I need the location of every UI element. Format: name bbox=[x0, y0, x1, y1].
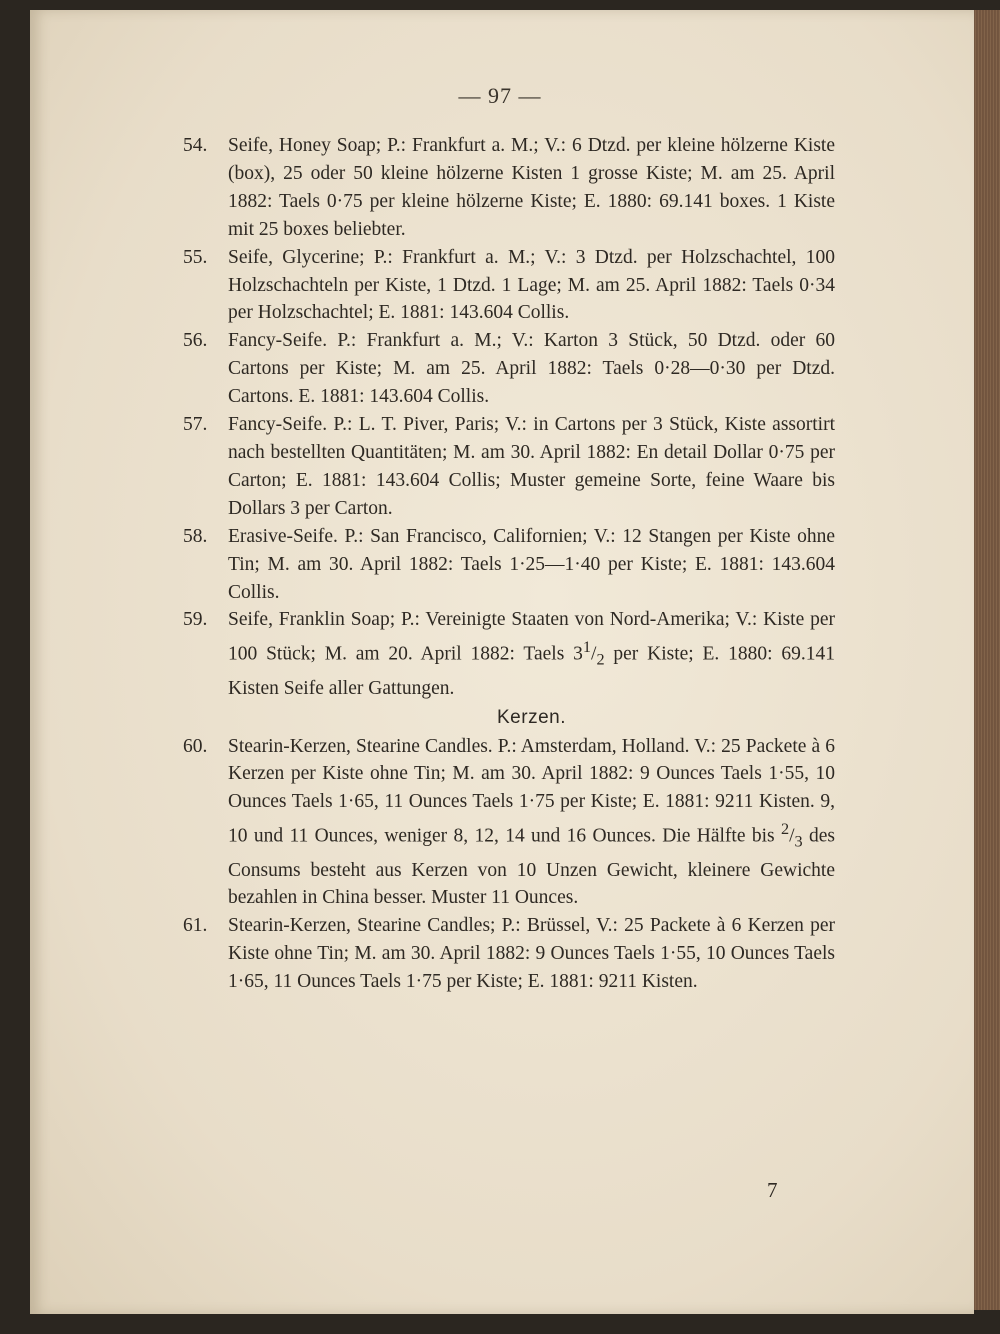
entry-number: 56. bbox=[183, 330, 208, 352]
fraction-numerator: 2 bbox=[780, 820, 790, 839]
fraction-denominator: 2 bbox=[596, 650, 605, 669]
entry-number: 61. bbox=[183, 915, 208, 937]
entry-text-after: des Consums besteht aus Kerzen von 10 Unzen Gewicht, kleinere Gewichte bezahlen in China besser. Muster 11 Ounces. bbox=[228, 825, 835, 909]
entry-58 bbox=[183, 523, 835, 607]
entry-54 bbox=[183, 132, 835, 244]
entry-57 bbox=[183, 411, 835, 523]
entry-56 bbox=[183, 327, 835, 411]
entry-text-after: per Kiste; E. 1880: 69.141 Kisten Seife aller Gattungen. bbox=[228, 643, 836, 699]
page-number: — 97 — bbox=[458, 83, 542, 108]
entry-text: Fancy-Seife. P.: Frankfurt a. M.; V.: Karton 3 Stück, 50 Dtzd. oder 60 Cartons per Kiste; M. am 25. April 1882: Taels 0·28—0·30 per Dtzd. Cartons. E. 1881: 143.604 Collis. bbox=[228, 330, 835, 408]
entry-text-before: Seife, Franklin Soap; P.: Vereinigte Staaten von Nord-Amerika; V.: Kiste per 100 Stück; M. am 20. April 1882: Taels 3 bbox=[228, 609, 835, 665]
entry-number: 54. bbox=[183, 135, 208, 156]
entry-text-before: Stearin-Kerzen, Stearine Candles. P.: Amsterdam, Holland. V.: 25 Packete à 6 Kerzen per Kiste ohne Tin; M. am 30. April 1882: 9 Ounces Taels 1·55, 10 Ounces Taels 1·65, 11 Ounces Taels 1·75 per Kiste; E. 1881: 9211 Kisten. 9, 10 und 11 Ounces, weniger 8, 12, 14 und 16 Ounces. Die Hälfte bis bbox=[228, 735, 835, 847]
body-text bbox=[183, 132, 835, 996]
entry-text: Fancy-Seife. P.: L. T. Piver, Paris; V.: in Cartons per 3 Stück, Kiste assortirt nach bestellten Quantitäten; M. am 30. April 1882: En detail Dollar 0·75 per Carton; E. 1881: 143.604 Collis; Muster gemeine Sorte, feine Waare bis Dollars 3 per Carton. bbox=[228, 414, 835, 519]
book-page-edge bbox=[974, 10, 1000, 1310]
signature-mark: 7 bbox=[767, 1178, 778, 1202]
entry-text: Seife, Glycerine; P.: Frankfurt a. M.; V.: 3 Dtzd. per Holzschachtel, 100 Holzschachteln per Kiste, 1 Dtzd. 1 Lage; M. am 25. April 1882: Taels 0·34 per Holzschachtel; E. 1881: 143.604 Collis. bbox=[228, 246, 835, 324]
entry-number: 58. bbox=[183, 525, 208, 547]
entry-text: Erasive-Seife. P.: San Francisco, Californien; V.: 12 Stangen per Kiste ohne Tin; M. am 30. April 1882: Taels 1·25—1·40 per Kiste; E. 1881: 143.604 Collis. bbox=[228, 525, 835, 603]
entry-number: 55. bbox=[183, 246, 208, 268]
section-title: Kerzen. bbox=[497, 706, 566, 728]
entry-59 bbox=[183, 606, 835, 702]
entry-number: 57. bbox=[183, 414, 208, 436]
entry-number: 60. bbox=[183, 735, 208, 757]
entry-61 bbox=[183, 912, 835, 996]
entry-60 bbox=[183, 733, 835, 913]
entry-55 bbox=[183, 244, 835, 328]
entry-number: 59. bbox=[183, 609, 208, 631]
fraction-slash: / bbox=[789, 825, 795, 847]
fraction-numerator: 1 bbox=[582, 638, 592, 657]
entry-text: Stearin-Kerzen, Stearine Candles; P.: Brüssel, V.: 25 Packete à 6 Kerzen per Kiste ohne Tin; M. am 30. April 1882: 9 Ounces Taels 1·55, 10 Ounces Taels 1·65, 11 Ounces Taels 1·75 per Kiste; E. 1881: 9211 Kisten. bbox=[228, 915, 835, 993]
fraction-denominator: 3 bbox=[794, 832, 803, 851]
entry-text: Seife, Honey Soap; P.: Frankfurt a. M.; V.: 6 Dtzd. per kleine hölzerne Kiste (box), 25 oder 50 kleine hölzerne Kisten 1 grosse Kiste; M. am 25. April 1882: Taels 0·75 per kleine hölzerne Kiste; E. 1880: 69.141 boxes. 1 Kiste mit 25 boxes beliebter. bbox=[228, 135, 835, 240]
fraction-slash: / bbox=[591, 643, 597, 665]
